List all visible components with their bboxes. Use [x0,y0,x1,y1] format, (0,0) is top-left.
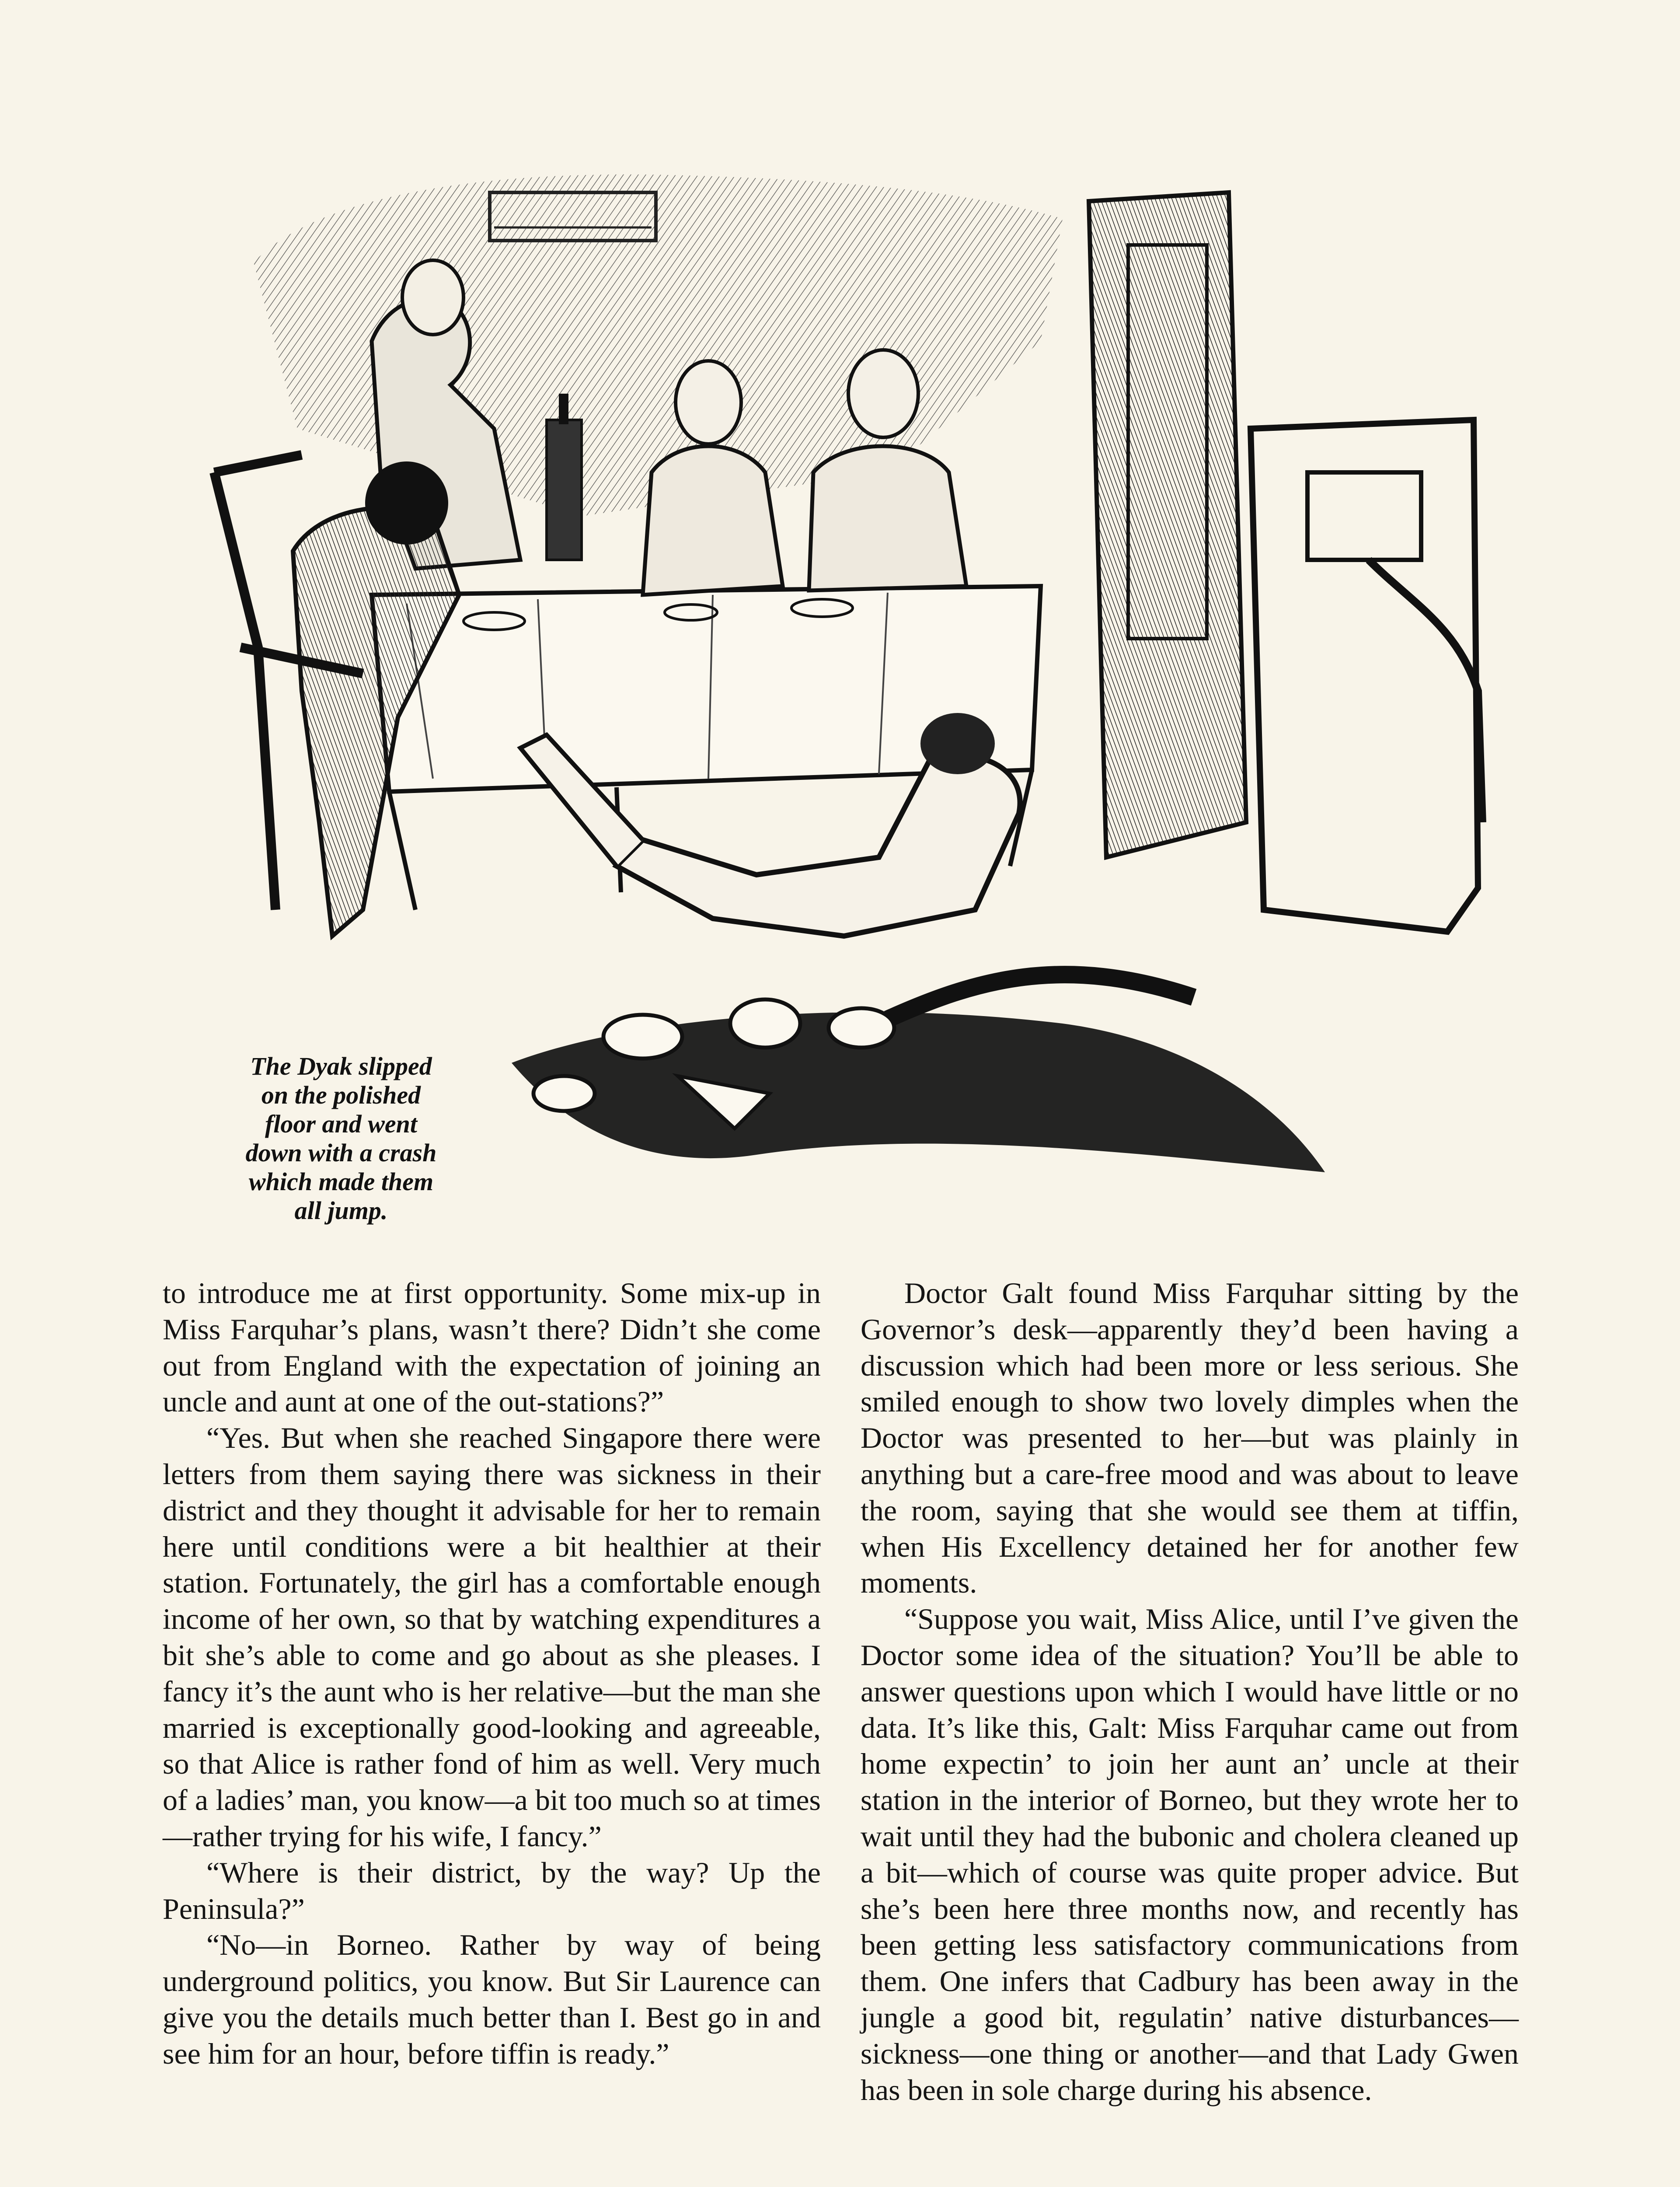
caption-line: floor and went [265,1110,418,1138]
left-text-column [163,1275,821,2072]
right-text-column [861,1275,1519,2108]
paragraph: “Where is their district, by the way? Up the Peninsula?” [163,1855,821,1925]
paragraph: “Suppose you wait, Miss Alice, until I’ve given the Doctor some idea of the situation? You’ll be able to answer questions upon which I would have little or no data. It’s like this, Galt: Miss Farquhar came out from home expectin’ to join her aunt an’ uncle at their station in the interior of Borneo, but they wrote her to wait until they had the bubonic and cholera cleaned up a bit—which of course was quite proper advice. But she’s been here three months now, and recently has been getting less satisfactory communications from them. One infers that Cadbury has been away in the jungle a good bit, regulatin’ native disturbances—sickness—one thing or another—and that Lady Gwen has been in sole charge during his absence. [861,1602,1519,2107]
paragraph: “No—in Borneo. Rather by way of being underground politics, you know. But Sir Laurence can give you the details much better than I. Best go in and see him for an hour, before tiffin is ready.” [163,1928,821,2070]
illustration-caption [201,1052,481,1225]
caption-line: which made them [248,1167,434,1196]
caption-line: on the polished [261,1081,421,1109]
paragraph: Doctor Galt found Miss Farquhar sitting by the Governor’s desk—apparently they’d been having a discussion which had been more or less serious. She smiled enough to show two lovely dimples when the Doctor was presented to her—but was plainly in anything but a care-free mood and was about to leave the room, saying that she would see them at tiffin, when His Excellency detained her for another few moments. [861,1276,1519,1600]
paragraph: to introduce me at first opportunity. Some mix-up in Miss Farquhar’s plans, wasn’t there? Didn’t she come out from England with the expectation of joining an uncle and aunt at one of the out-stations?” [163,1276,821,1418]
caption-line: The Dyak slipped [250,1052,432,1080]
caption-line: all jump. [294,1196,388,1225]
paragraph: “Yes. But when she reached Singapore there were letters from them saying there was sickness in their district and they thought it advisable for her to remain here until conditions were a bit healthier at their station. Fortunately, the girl has a comfortable enough income of her own, so that by watching expenditures a bit she’s able to come and go about as she pleases. I fancy it’s the aunt who is her relative—but the man she married is exceptionally good-looking and agreeable, so that Alice is rather fond of him as well. Very much of a ladies’ man, you know—a bit too much so at times—rather trying for his wife, I fancy.” [163,1421,821,1853]
caption-line: down with a crash [245,1139,437,1167]
